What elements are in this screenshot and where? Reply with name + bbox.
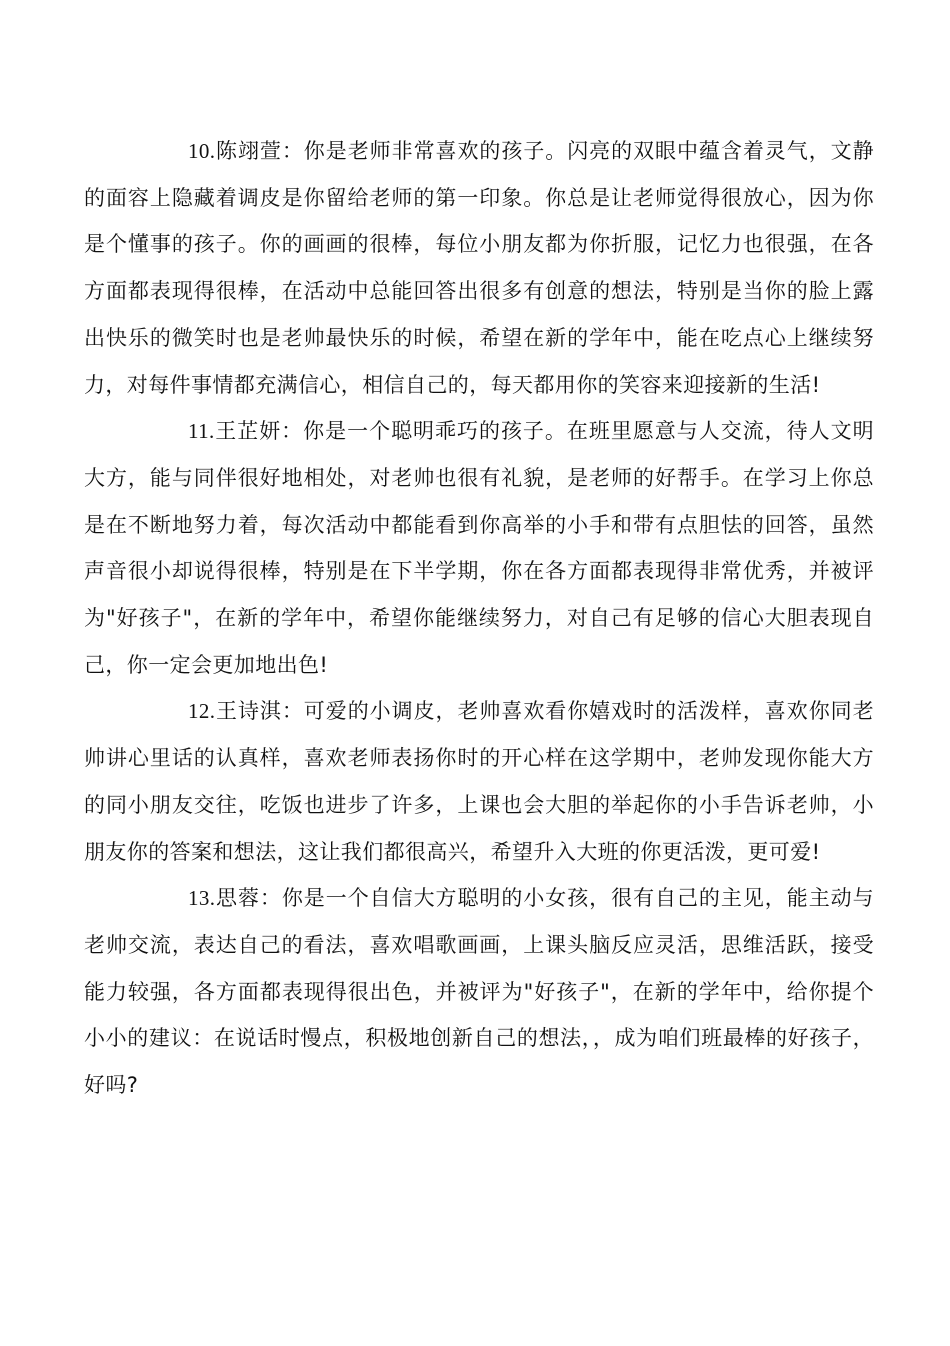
paragraph-text: 王芷妍：你是一个聪明乖巧的孩子。在班里愿意与人交流，待人文明大方，能与同伴很好地相处，对老帅也很有礼貌，是老师的好帮手。在学习上你总是在不断地努力着，每次活动中都能看到你高举的小手和带有点胆怯的回答，虽然声音很小却说得很棒，特别是在下半学期，你在各方面都表现得非常优秀，并被评为"好孩子"，在新的学年中，希望你能继续努力，对自己有足够的信心大胆表现自己，你一定会更加地出色! [84, 419, 874, 677]
document-page [84, 128, 874, 1109]
paragraph-text: 王诗淇：可爱的小调皮，老帅喜欢看你嬉戏时的活泼样，喜欢你同老帅讲心里话的认真样，喜欢老师表扬你时的开心样在这学期中，老帅发现你能大方的同小朋友交往，吃饭也进步了许多，上课也会大胆的举起你的小手告诉老帅，小朋友你的答案和想法，这让我们都很高兴，希望升入大班的你更活泼，更可爱! [84, 699, 874, 864]
paragraph-number: 13. [188, 886, 216, 911]
paragraph-number: 11. [188, 419, 215, 444]
comment-paragraph-12 [84, 688, 874, 875]
paragraph-number: 12. [188, 699, 216, 724]
comment-paragraph-13 [84, 875, 874, 1109]
paragraph-number: 10. [188, 139, 216, 163]
comment-paragraph-10 [84, 128, 874, 408]
comment-paragraph-11 [84, 408, 874, 688]
paragraph-text: 思蓉：你是一个自信大方聪明的小女孩，很有自己的主见，能主动与老帅交流，表达自己的看法，喜欢唱歌画画，上课头脑反应灵活，思维活跃，接受能力较强，各方面都表现得很出色，并被评为"好孩子"，在新的学年中，给你提个小小的建议：在说话时慢点，积极地创新自己的想法，，成为咱们班最棒的好孩子，好吗? [84, 886, 874, 1098]
paragraph-text: 陈翊萱：你是老师非常喜欢的孩子。闪亮的双眼中蕴含着灵气，文静的面容上隐藏着调皮是你留给老师的第一印象。你总是让老师觉得很放心，因为你是个懂事的孩子。你的画画的很棒，每位小朋友都为你折服，记忆力也很强，在各方面都表现得很棒，在活动中总能回答出很多有创意的想法，特别是当你的脸上露出快乐的微笑时也是老帅最快乐的时候，希望在新的学年中，能在吃点心上继续努力，对每件事情都充满信心，相信自己的，每天都用你的笑容来迎接新的生活! [84, 139, 874, 397]
